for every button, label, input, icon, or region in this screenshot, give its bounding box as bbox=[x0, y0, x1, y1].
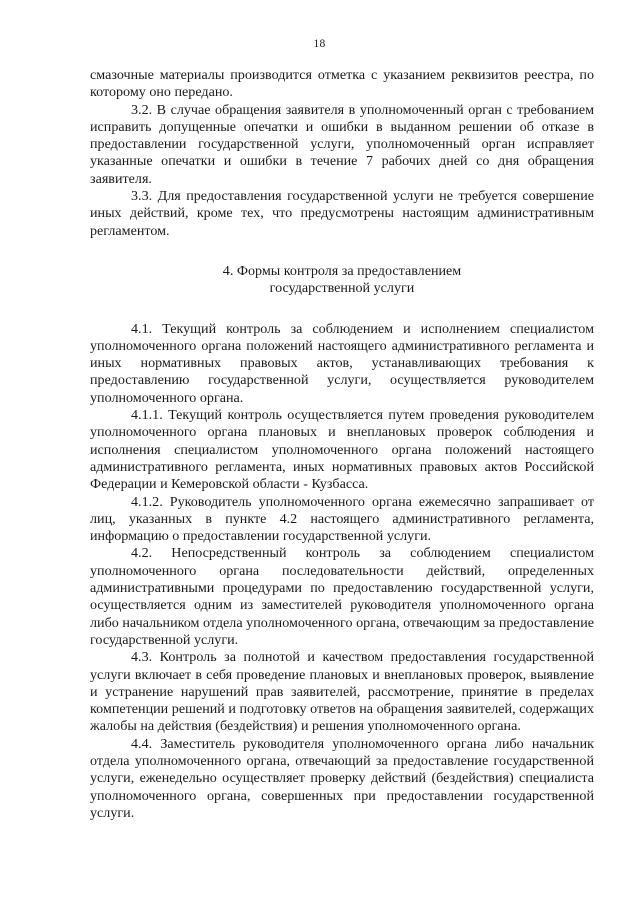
paragraph-4-1-1: 4.1.1. Текущий контроль осуществляется путем проведения руководителем уполномоченного органа плановых и внеплановых проверок соблюдения и исполнения специалистом уполномоченного органа положений настоящего административного регламента, иных нормативных правовых актов Российской Федерации и Кемеровской области - Кузбасса. bbox=[90, 407, 594, 493]
section-heading bbox=[90, 263, 594, 298]
section-heading-line-2: государственной услуги bbox=[269, 280, 415, 297]
paragraph-4-1-2: 4.1.2. Руководитель уполномоченного органа ежемесячно запрашивает от лиц, указанных в пункте 4.2 настоящего административного регламента, информацию о предоставлении государственной услуги. bbox=[90, 493, 594, 545]
page-number: 18 bbox=[313, 38, 326, 50]
paragraph-4-1: 4.1. Текущий контроль за соблюдением и исполнением специалистом уполномоченного органа положений настоящего административного регламента и иных нормативных правовых актов, устанавливающих требования к предоставлению государственной услуги, осуществляется руководителем уполномоченного органа. bbox=[90, 320, 594, 406]
paragraph-continuation: смазочные материалы производится отметка с указанием реквизитов реестра, по которому оно передано. bbox=[90, 67, 594, 101]
paragraph-4-4: 4.4. Заместитель руководителя уполномоченного органа либо начальник отдела уполномоченного органа, отвечающий за предоставление государственной услуги, еженедельно осуществляет проверку действий (бездействия) специалиста уполномоченного органа, совершенных при предоставлении государственной услуги. bbox=[90, 735, 594, 821]
paragraph-3-3: 3.3. Для предоставления государственной услуги не требуется совершение иных действий, кроме тех, что предусмотрены настоящим административным регламентом. bbox=[90, 188, 594, 239]
document-body bbox=[90, 67, 594, 822]
paragraph-3-2: 3.2. В случае обращения заявителя в уполномоченный орган с требованием исправить допущенные опечатки и ошибки в выданном решении об отказе в предоставлении государственной услуги, уполномоченный орган исправляет указанные опечатки и ошибки в течение 7 рабочих дней со дня обращения заявителя. bbox=[90, 101, 594, 187]
paragraph-4-2: 4.2. Непосредственный контроль за соблюдением специалистом уполномоченного органа последовательности действий, определенных административными процедурами по предоставлению государственной услуги, осуществляется одним из заместителей руководителя уполномоченного органа либо начальником отдела уполномоченного органа, отвечающим за предоставление государственной услуги. bbox=[90, 545, 594, 648]
paragraph-4-3: 4.3. Контроль за полнотой и качеством предоставления государственной услуги включает в себя проведение плановых и внеплановых проверок, выявление и устранение нарушений прав заявителей, рассмотрение, принятие в пределах компетенции решений и подготовку ответов на обращения заявителей, содержащих жалобы на действия (бездействия) и решения уполномоченного органа. bbox=[90, 649, 594, 735]
section-heading-line-1: 4. Формы контроля за предоставлением bbox=[222, 262, 462, 279]
